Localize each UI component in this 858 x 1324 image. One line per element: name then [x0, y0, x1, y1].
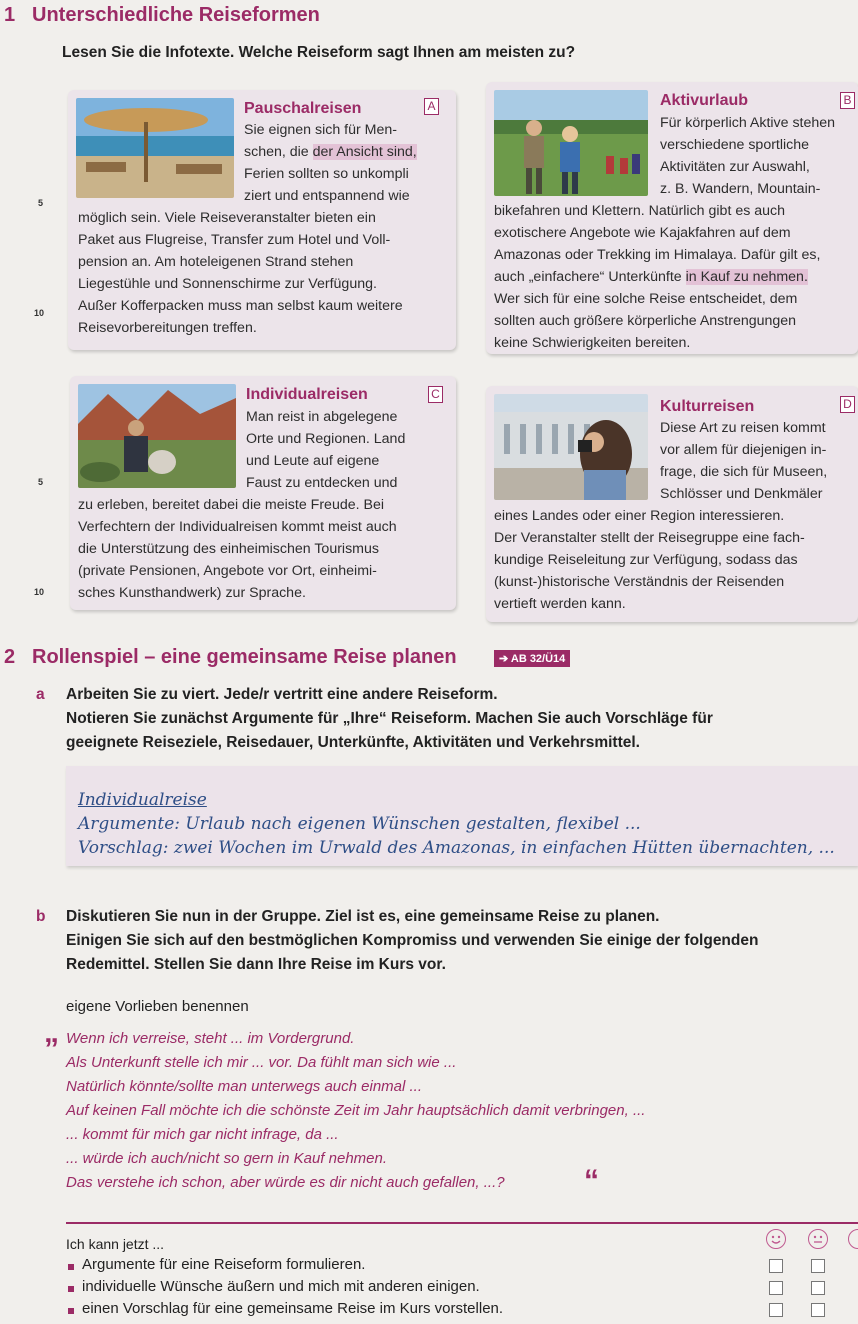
card-b-line: Für körperlich Aktive stehen [660, 115, 836, 131]
card-d-line: Diese Art zu reisen kommt [660, 420, 826, 436]
line-number: 5 [38, 198, 44, 208]
card-c-line: Man reist in abgelegene [246, 409, 398, 425]
card-d-line: Schlösser und Denkmäler [660, 486, 823, 502]
redemittel-heading: eigene Vorlieben benennen [66, 998, 249, 1015]
card-d-line: eines Landes oder einer Region interessieren. [494, 508, 785, 524]
redemittel-phrase: Natürlich könnte/sollte man unterwegs auch einmal ... [66, 1078, 423, 1095]
card-b-badge: B [840, 92, 855, 109]
close-quote-mark: “ [584, 1164, 599, 1197]
can-do-item: Argumente für eine Reiseform formulieren. [82, 1256, 366, 1273]
card-a-line: Reisevorbereitungen treffen. [78, 320, 257, 336]
card-c-badge: C [428, 386, 443, 403]
bullet-icon [68, 1308, 74, 1314]
card-a-line: pension an. Am hoteleigenen Strand stehen [78, 254, 354, 270]
checkbox-happy[interactable] [769, 1281, 783, 1295]
workbook-reference-badge [494, 650, 570, 667]
card-a-line: Sie eignen sich für Men- [244, 122, 397, 138]
checkbox-neutral[interactable] [811, 1281, 825, 1295]
section-2-title: Rollenspiel – eine gemeinsame Reise planen [32, 646, 457, 668]
task-b-line: Diskutieren Sie nun in der Gruppe. Ziel ist es, eine gemeinsame Reise zu planen. [66, 908, 660, 925]
smiley-neutral-icon [808, 1229, 828, 1249]
redemittel-phrase: ... kommt für mich gar nicht infrage, da ... [66, 1126, 339, 1143]
can-do-item: einen Vorschlag für eine gemeinsame Reise im Kurs vorstellen. [82, 1300, 504, 1317]
smiley-happy-icon [766, 1229, 786, 1249]
task-a-line: Notieren Sie zunächst Argumente für „Ihre“ Reiseform. Machen Sie auch Vorschläge für [66, 710, 713, 727]
palace-tourist-photo [494, 394, 648, 500]
bullet-icon [68, 1286, 74, 1292]
card-c-line: sches Kunsthandwerk) zur Sprache. [78, 585, 306, 601]
card-c-line: Verfechtern der Individualreisen kommt meist auch [78, 519, 397, 535]
redemittel-phrase: Als Unterkunft stelle ich mir ... vor. Da fühlt man sich wie ... [66, 1054, 457, 1071]
card-c-line: (private Pensionen, Angebote vor Ort, einheimi- [78, 563, 377, 579]
card-c-line: Faust zu entdecken und [246, 475, 398, 491]
card-b-line: Aktivitäten zur Auswahl, [660, 159, 810, 175]
card-a-line [244, 144, 417, 160]
card-individualreisen [70, 376, 456, 610]
card-c-title: Individualreisen [246, 386, 368, 403]
task-b-label: b [36, 908, 46, 925]
card-c-line: Orte und Regionen. Land [246, 431, 406, 447]
task-a-label: a [36, 686, 45, 703]
card-a-line: ziert und entspannend wie [244, 188, 410, 204]
line-number: 10 [34, 587, 45, 597]
card-b-line: z. B. Wandern, Mountain- [660, 181, 821, 197]
bullet-icon [68, 1264, 74, 1270]
checkbox-neutral[interactable] [811, 1259, 825, 1273]
open-quote-mark: „ [44, 1016, 59, 1049]
section-1-title: Unterschiedliche Reiseformen [32, 4, 320, 26]
card-b-line: Wer sich für eine solche Reise entscheidet, dem [494, 291, 798, 307]
card-c-line: und Leute auf eigene [246, 453, 380, 469]
beach-umbrella-photo [76, 98, 234, 198]
can-do-item: individuelle Wünsche äußern und mich mit anderen einigen. [82, 1278, 480, 1295]
highlight-der-ansicht-sind: der Ansicht sind, [312, 144, 417, 160]
card-a-badge: A [424, 98, 439, 115]
redemittel-phrase: Auf keinen Fall möchte ich die schönste Zeit im Jahr hauptsächlich damit verbringen, ... [66, 1102, 646, 1119]
smiley-sad-icon [848, 1229, 858, 1249]
handwritten-note [66, 766, 858, 866]
hikers-photo [494, 90, 648, 196]
card-b-line: verschiedene sportliche [660, 137, 810, 153]
redemittel-phrase: ... würde ich auch/nicht so gern in Kauf nehmen. [66, 1150, 388, 1167]
note-arguments: Argumente: Urlaub nach eigenen Wünschen gestalten, flexibel ... [78, 814, 641, 834]
section-2-number: 2 [4, 646, 16, 668]
card-a-line: möglich sein. Viele Reiseveranstalter bieten ein [78, 210, 376, 226]
task-b-line: Einigen Sie sich auf den bestmöglichen Kompromiss und verwenden Sie einige der folgenden [66, 932, 759, 949]
card-a-line: Außer Kofferpacken muss man selbst kaum weitere [78, 298, 403, 314]
card-b-line: keine Schwierigkeiten bereiten. [494, 335, 691, 351]
task-a-line: Arbeiten Sie zu viert. Jede/r vertritt eine andere Reiseform. [66, 686, 498, 703]
card-b-line: exotischere Angebote wie Kajakfahren auf dem [494, 225, 791, 241]
section-1-instruction: Lesen Sie die Infotexte. Welche Reiseform sagt Ihnen am meisten zu? [62, 44, 576, 61]
card-b-line [494, 269, 808, 285]
card-d-line: frage, die sich für Museen, [660, 464, 828, 480]
card-d-line: kundige Reiseleitung zur Verfügung, sodass das [494, 552, 798, 568]
line-number: 5 [38, 477, 44, 487]
highlight-in-kauf-zu-nehmen: in Kauf zu nehmen. [685, 269, 808, 285]
card-b-line: sollten auch größere körperliche Anstrengungen [494, 313, 797, 329]
card-a-line: Paket aus Flugreise, Transfer zum Hotel und Voll- [78, 232, 391, 248]
card-a-title: Pauschalreisen [244, 100, 362, 117]
card-d-badge: D [840, 396, 855, 413]
task-b-line: Redemittel. Stellen Sie dann Ihre Reise im Kurs vor. [66, 956, 446, 973]
checkbox-happy[interactable] [769, 1259, 783, 1273]
card-a-line-text: schen, die [244, 144, 313, 160]
card-d-line: Der Veranstalter stellt der Reisegruppe eine fach- [494, 530, 805, 546]
redemittel-phrase: Wenn ich verreise, steht ... im Vordergrund. [66, 1030, 355, 1047]
task-a-line: geeignete Reiseziele, Reisedauer, Unterkünfte, Aktivitäten und Verkehrsmittel. [66, 734, 640, 751]
line-number: 10 [34, 308, 45, 318]
card-pauschalreisen [68, 90, 456, 350]
card-d-line: vertieft werden kann. [494, 596, 626, 612]
note-heading: Individualreise [78, 790, 207, 810]
card-d-line: (kunst-)historische Verständnis der Reisenden [494, 574, 785, 590]
card-c-line: zu erleben, bereitet dabei die meiste Freude. Bei [78, 497, 385, 513]
workbook-reference-text: AB 32/Ü14 [510, 653, 566, 665]
card-aktivurlaub [486, 82, 858, 354]
redemittel-phrase: Das verstehe ich schon, aber würde es dir nicht auch gefallen, ...? [66, 1174, 505, 1191]
checkbox-neutral[interactable] [811, 1303, 825, 1317]
card-b-line: Amazonas oder Trekking im Himalaya. Dafür gilt es, [494, 247, 821, 263]
checkbox-happy[interactable] [769, 1303, 783, 1317]
card-b-line: bikefahren und Klettern. Natürlich gibt es auch [494, 203, 786, 219]
hiker-dog-photo [78, 384, 236, 488]
card-a-line: Ferien sollten so unkompli [244, 166, 409, 182]
section-1-number: 1 [4, 4, 16, 26]
can-do-heading: Ich kann jetzt ... [66, 1236, 165, 1252]
card-kulturreisen [486, 386, 858, 622]
card-b-line-text: auch „einfachere“ Unterkünfte [494, 269, 686, 285]
divider [66, 1222, 858, 1224]
card-a-line: Liegestühle und Sonnenschirme zur Verfügung. [78, 276, 377, 292]
card-c-line: die Unterstützung des einheimischen Tourismus [78, 541, 379, 557]
card-d-line: vor allem für diejenigen in- [660, 442, 827, 458]
note-suggestion: Vorschlag: zwei Wochen im Urwald des Amazonas, in einfachen Hütten übernachten, ... [78, 838, 835, 858]
card-b-title: Aktivurlaub [660, 92, 749, 109]
arrow-right-icon: ➔ [499, 653, 511, 665]
card-d-title: Kulturreisen [660, 398, 755, 415]
